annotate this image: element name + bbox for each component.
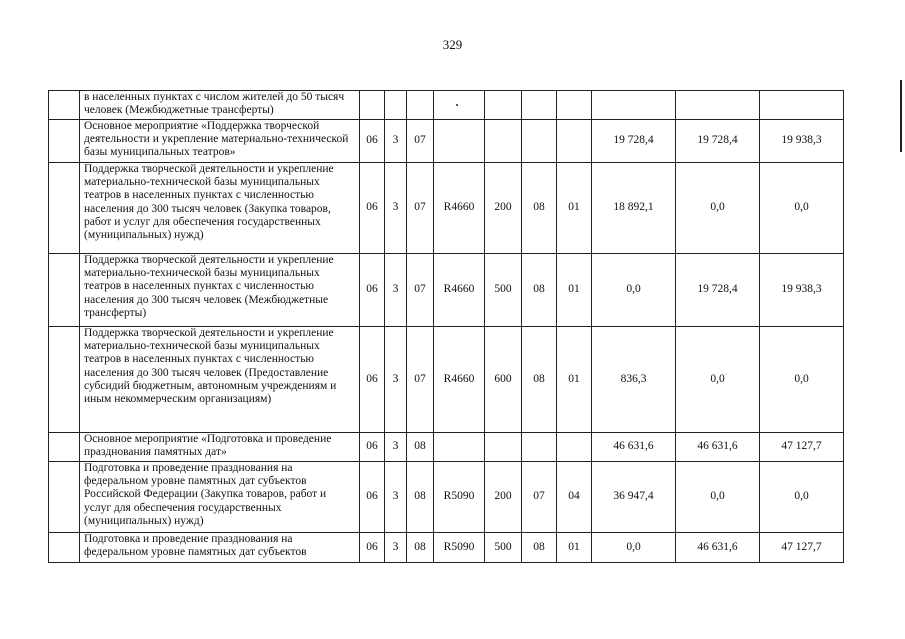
amount-year-3-cell: 0,0	[760, 462, 844, 533]
amount-year-2-cell	[676, 91, 760, 120]
event-code-cell: 08	[407, 533, 434, 563]
description-cell: Подготовка и проведение празднования на федеральном уровне памятных дат субъектов Российской Федерации (Закупка товаров, работ и услуг для обеспечения государственных (муниципальных) нужд)	[80, 462, 360, 533]
expense-type-cell: 500	[485, 254, 522, 327]
section-code-cell: 06	[360, 254, 385, 327]
amount-year-1-cell: 19 728,4	[592, 120, 676, 163]
target-code-cell: R4660	[434, 163, 485, 254]
subprogram-code-cell: 3	[385, 327, 407, 433]
row-number-cell	[49, 462, 80, 533]
target-code-cell: R5090	[434, 533, 485, 563]
subsection-cell	[522, 120, 557, 163]
amount-year-3-cell: 0,0	[760, 163, 844, 254]
section-code-cell: 06	[360, 533, 385, 563]
target-code-cell	[434, 120, 485, 163]
table-row	[49, 254, 844, 327]
amount-year-2-cell: 19 728,4	[676, 254, 760, 327]
subsection-cell: 08	[522, 254, 557, 327]
amount-year-2-cell: 46 631,6	[676, 433, 760, 462]
subsection-sub-cell	[557, 433, 592, 462]
amount-year-2-cell: 0,0	[676, 163, 760, 254]
subsection-sub-cell: 04	[557, 462, 592, 533]
amount-year-3-cell: 47 127,7	[760, 533, 844, 563]
description-cell: Поддержка творческой деятельности и укрепление материально-технической базы муниципальных театров в населенных пунктах с численностью населения до 300 тысяч человек (Межбюджетные трансферты)	[80, 254, 360, 327]
expense-type-cell	[485, 433, 522, 462]
section-code-cell: 06	[360, 433, 385, 462]
table-row	[49, 533, 844, 563]
expense-type-cell: 200	[485, 163, 522, 254]
section-code-cell: 06	[360, 462, 385, 533]
subsection-cell: 08	[522, 533, 557, 563]
event-code-cell: 07	[407, 254, 434, 327]
section-code-cell	[360, 91, 385, 120]
row-number-cell	[49, 533, 80, 563]
expense-type-cell	[485, 120, 522, 163]
amount-year-3-cell: 47 127,7	[760, 433, 844, 462]
target-code-cell	[434, 433, 485, 462]
section-code-cell: 06	[360, 120, 385, 163]
expense-type-cell: 200	[485, 462, 522, 533]
event-code-cell: 08	[407, 462, 434, 533]
expense-type-cell: 500	[485, 533, 522, 563]
subsection-cell: 08	[522, 327, 557, 433]
amount-year-1-cell: 836,3	[592, 327, 676, 433]
subsection-sub-cell: 01	[557, 533, 592, 563]
description-cell: Поддержка творческой деятельности и укрепление материально-технической базы муниципальных театров в населенных пунктах с численностью населения до 300 тысяч человек (Предоставление субсидий бюджетным, автономным учреждениям и иным некоммерческим организациям)	[80, 327, 360, 433]
table-row	[49, 91, 844, 120]
target-code-cell: R5090	[434, 462, 485, 533]
amount-year-2-cell: 46 631,6	[676, 533, 760, 563]
table-row	[49, 462, 844, 533]
subsection-sub-cell: 01	[557, 163, 592, 254]
subsection-sub-cell	[557, 91, 592, 120]
table-row	[49, 163, 844, 254]
description-cell: в населенных пунктах с числом жителей до 50 тысяч человек (Межбюджетные трансферты)	[80, 91, 360, 120]
subsection-sub-cell: 01	[557, 327, 592, 433]
amount-year-2-cell: 19 728,4	[676, 120, 760, 163]
subprogram-code-cell: 3	[385, 120, 407, 163]
row-number-cell	[49, 254, 80, 327]
subsection-cell: 08	[522, 163, 557, 254]
table-row	[49, 327, 844, 433]
subprogram-code-cell: 3	[385, 433, 407, 462]
section-code-cell: 06	[360, 163, 385, 254]
description-cell: Поддержка творческой деятельности и укрепление материально-технической базы муниципальных театров в населенных пунктах с численностью населения до 300 тысяч человек (Закупка товаров, работ и услуг для обеспечения государственных (муниципальных) нужд)	[80, 163, 360, 254]
row-number-cell	[49, 120, 80, 163]
amount-year-1-cell: 0,0	[592, 254, 676, 327]
target-code-cell	[434, 91, 485, 120]
amount-year-3-cell: 0,0	[760, 327, 844, 433]
event-code-cell: 07	[407, 163, 434, 254]
event-code-cell: 08	[407, 433, 434, 462]
amount-year-1-cell: 18 892,1	[592, 163, 676, 254]
subprogram-code-cell	[385, 91, 407, 120]
table-row	[49, 433, 844, 462]
amount-year-3-cell: 19 938,3	[760, 254, 844, 327]
row-number-cell	[49, 163, 80, 254]
subsection-cell: 07	[522, 462, 557, 533]
event-code-cell: 07	[407, 120, 434, 163]
subprogram-code-cell: 3	[385, 533, 407, 563]
section-code-cell: 06	[360, 327, 385, 433]
amount-year-1-cell	[592, 91, 676, 120]
row-number-cell	[49, 91, 80, 120]
expense-type-cell: 600	[485, 327, 522, 433]
target-code-cell: R4660	[434, 254, 485, 327]
event-code-cell	[407, 91, 434, 120]
subsection-cell	[522, 91, 557, 120]
amount-year-1-cell: 36 947,4	[592, 462, 676, 533]
description-cell: Подготовка и проведение празднования на федеральном уровне памятных дат субъектов	[80, 533, 360, 563]
table-row	[49, 120, 844, 163]
subprogram-code-cell: 3	[385, 462, 407, 533]
amount-year-1-cell: 0,0	[592, 533, 676, 563]
event-code-cell: 07	[407, 327, 434, 433]
margin-mark	[900, 80, 902, 152]
expense-type-cell	[485, 91, 522, 120]
target-code-cell: R4660	[434, 327, 485, 433]
amount-year-1-cell: 46 631,6	[592, 433, 676, 462]
subsection-sub-cell	[557, 120, 592, 163]
budget-table	[48, 90, 844, 563]
page-number: 329	[442, 37, 463, 52]
subsection-sub-cell: 01	[557, 254, 592, 327]
amount-year-2-cell: 0,0	[676, 327, 760, 433]
amount-year-2-cell: 0,0	[676, 462, 760, 533]
amount-year-3-cell: 19 938,3	[760, 120, 844, 163]
row-number-cell	[49, 327, 80, 433]
subprogram-code-cell: 3	[385, 254, 407, 327]
subprogram-code-cell: 3	[385, 163, 407, 254]
description-cell: Основное мероприятие «Поддержка творческой деятельности и укрепление материально-технической базы муниципальных театров»	[80, 120, 360, 163]
row-number-cell	[49, 433, 80, 462]
subsection-cell	[522, 433, 557, 462]
description-cell: Основное мероприятие «Подготовка и проведение празднования памятных дат»	[80, 433, 360, 462]
amount-year-3-cell	[760, 91, 844, 120]
